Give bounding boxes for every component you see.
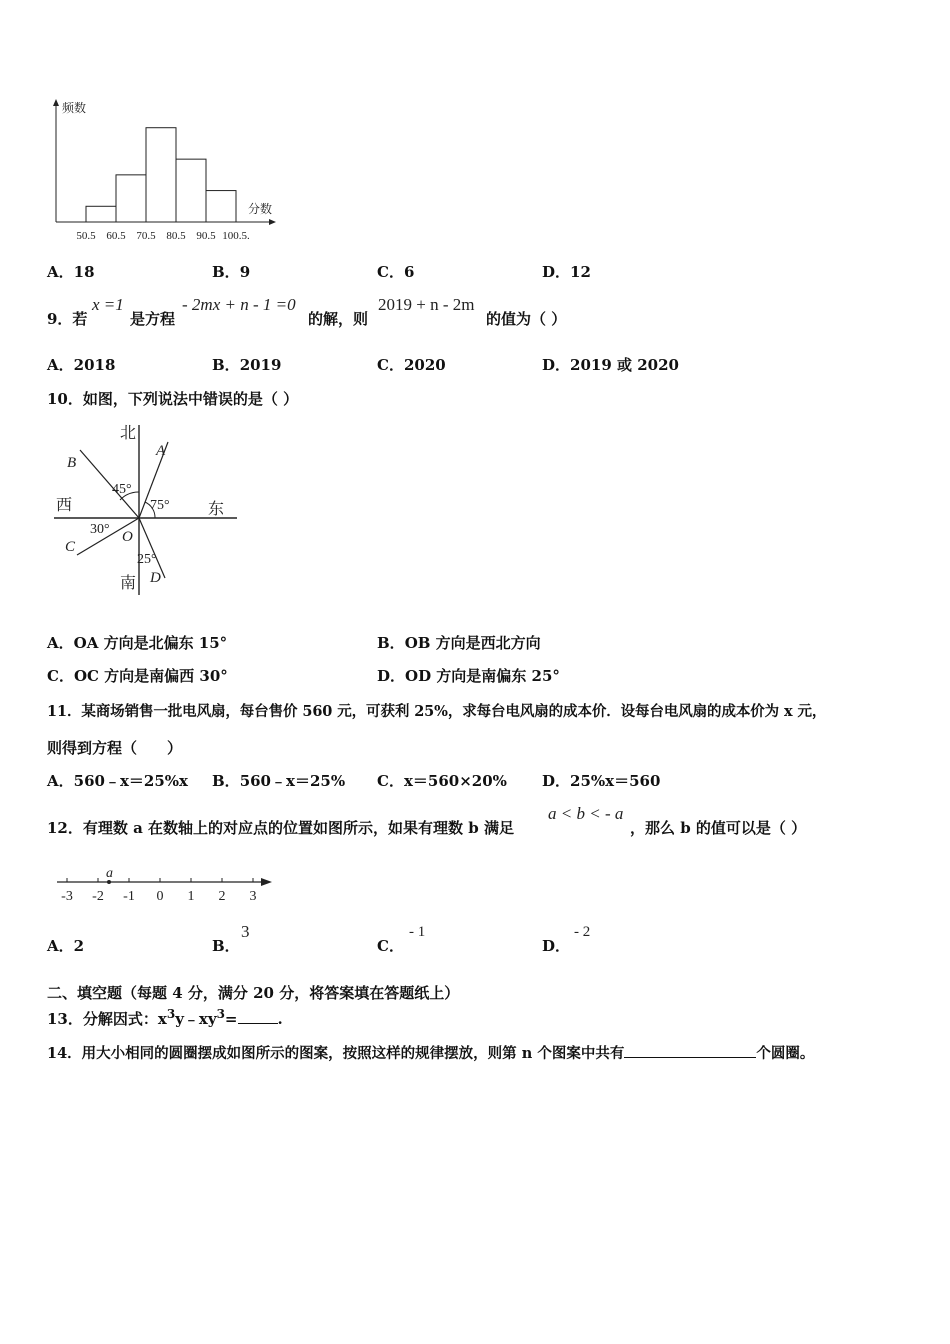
label-angle-75: 75°: [150, 498, 170, 513]
q14-prefix: 14．用大小相同的圆圈摆成如图所示的图案，按照这样的规律摆放，则第 n 个图案中共有: [47, 1045, 625, 1062]
histogram-tick-label: 60.5: [106, 230, 126, 242]
histogram-tick-label: 50.5: [76, 230, 96, 242]
label-point-c: C: [65, 539, 76, 555]
q12-option-d[interactable]: D．: [542, 937, 571, 955]
x-axis-arrow: [269, 219, 276, 225]
label-angle-30: 30°: [90, 522, 110, 537]
q12-prefix: 12．有理数 a 在数轴上的对应点的位置如图所示，如果有理数 b 满足: [47, 819, 514, 837]
q12-option-c[interactable]: C．: [377, 937, 404, 955]
q9-math-x: x =1: [92, 295, 124, 314]
q10-option-b[interactable]: B．OB 方向是西北方向: [377, 634, 541, 652]
number-line-arrow: [261, 878, 272, 886]
q13-answer-blank[interactable]: [238, 1023, 278, 1024]
label-south: 南: [120, 575, 137, 592]
q9-mid1: 是方程: [130, 310, 176, 328]
q13-exponent-1: 3: [166, 1007, 176, 1021]
q13-prefix: 13．分解因式：x: [47, 1010, 167, 1028]
q12-option-c-value: - 1: [409, 924, 426, 940]
q11-option-a[interactable]: A．560﹣x＝25%x: [47, 772, 188, 790]
histogram-bar: [176, 159, 206, 222]
q10-option-d[interactable]: D．OD 方向是南偏东 25°: [377, 667, 560, 685]
label-north: 北: [120, 425, 137, 442]
q9-prefix: 9．若: [47, 310, 88, 328]
q14-answer-blank[interactable]: [624, 1057, 756, 1058]
q9-suffix: 的值为（ ）: [486, 310, 567, 328]
q11-stem-line2: 则得到方程（ ）: [47, 739, 183, 757]
label-east: 东: [208, 501, 225, 518]
compass-diagram: [50, 420, 245, 600]
q12-option-b[interactable]: B．: [212, 937, 240, 955]
label-origin: O: [122, 529, 133, 545]
histogram-tick-label: 100.5.: [222, 230, 250, 242]
histogram-bar: [206, 191, 236, 222]
q11-stem-line1: 11．某商场销售一批电风扇，每台售价 560 元，可获利 25%，求每台电风扇的成本价．设每台电风扇的成本价为 x 元，: [47, 703, 827, 720]
number-line-tick-label: 3: [249, 889, 257, 904]
q8-option-d[interactable]: D．12: [542, 263, 591, 281]
q11-option-c[interactable]: C．x＝560×20%: [377, 772, 507, 790]
q12-option-a[interactable]: A．2: [47, 937, 85, 955]
histogram-chart: [40, 95, 280, 245]
histogram-tick-label: 80.5: [166, 230, 186, 242]
q13: [47, 1007, 283, 1029]
q9-option-a[interactable]: A．2018: [47, 356, 116, 374]
histogram-bar: [146, 128, 176, 222]
y-axis-arrow: [53, 99, 59, 106]
q13-mid: y﹣xy: [175, 1010, 217, 1028]
number-line-tick-label: -2: [92, 889, 104, 904]
q9-option-c[interactable]: C．2020: [377, 356, 446, 374]
q13-end: .: [277, 1010, 283, 1028]
q8-option-a[interactable]: A．18: [47, 263, 95, 281]
q11-option-d[interactable]: D．25%x＝560: [542, 772, 661, 790]
histogram-tick-label: 70.5: [136, 230, 156, 242]
q13-exponent-2: 3: [216, 1007, 225, 1021]
number-line-tick-label: -3: [61, 889, 73, 904]
q12-option-b-value: 3: [241, 922, 250, 941]
q8-option-c[interactable]: C．6: [377, 263, 415, 281]
label-point-b: B: [67, 455, 77, 471]
q11-option-b[interactable]: B．560﹣x＝25%: [212, 772, 346, 790]
q12-math-inequality: a < b < - a: [548, 804, 624, 823]
label-angle-25: 25°: [137, 552, 157, 567]
q14: [47, 1042, 814, 1063]
q10-stem: 10．如图，下列说法中错误的是（ ）: [47, 390, 299, 408]
y-axis-label: 频数: [62, 101, 87, 115]
section-2-heading: 二、填空题（每题 4 分，满分 20 分，将答案填在答题纸上）: [47, 984, 460, 1002]
histogram-bar: [116, 175, 146, 222]
number-line-tick-label: 1: [187, 889, 195, 904]
number-line-tick-label: 2: [218, 889, 226, 904]
label-point-a: A: [156, 443, 166, 459]
x-axis-label: 分数: [248, 202, 273, 216]
q8-option-b[interactable]: B．9: [212, 263, 251, 281]
number-line-tick-label: -1: [123, 889, 135, 904]
q9-math-expression: 2019 + n - 2m: [378, 295, 475, 314]
label-angle-45: 45°: [112, 482, 132, 497]
q12-suffix: ，那么 b 的值可以是（ ）: [630, 819, 807, 837]
label-west: 西: [56, 497, 73, 514]
q10-option-c[interactable]: C．OC 方向是南偏西 30°: [47, 667, 228, 685]
q9-mid2: 的解，则: [308, 310, 369, 328]
q14-suffix: 个圆圈。: [756, 1045, 815, 1062]
ray-od: [139, 518, 165, 578]
q13-suffix: =: [224, 1010, 238, 1028]
q9-option-b[interactable]: B．2019: [212, 356, 282, 374]
q10-option-a[interactable]: A．OA 方向是北偏东 15°: [47, 634, 228, 652]
q9-option-d[interactable]: D．2019 或 2020: [542, 356, 679, 374]
number-line: [55, 862, 280, 907]
histogram-bar: [86, 206, 116, 222]
label-point-d: D: [150, 570, 161, 586]
histogram-tick-label: 90.5: [196, 230, 216, 242]
point-a-label: a: [106, 866, 113, 881]
number-line-tick-label: 0: [156, 889, 164, 904]
q9-math-equation: - 2mx + n - 1 =0: [182, 295, 296, 314]
q12-option-d-value: - 2: [574, 924, 591, 940]
